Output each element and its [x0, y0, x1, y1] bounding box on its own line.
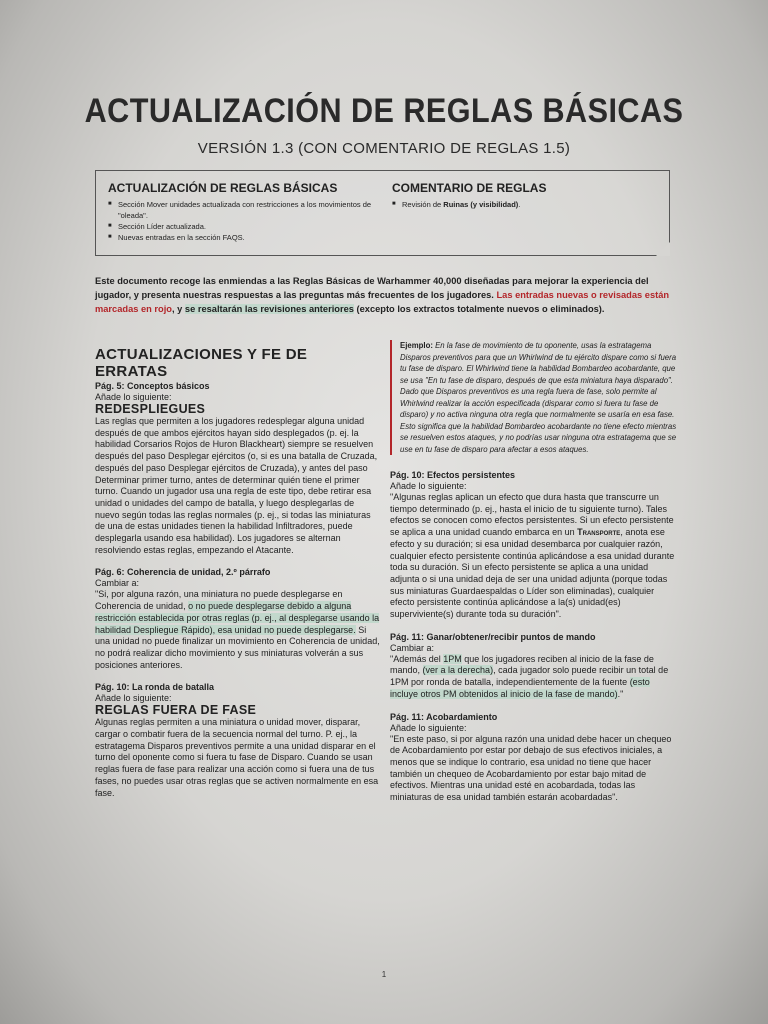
entry-heading: Pág. 11: Ganar/obtener/recibir puntos de mando: [390, 631, 596, 642]
entry-heading: Pág. 10: Efectos persistentes: [390, 470, 516, 480]
example-label: Ejemplo:: [400, 341, 433, 350]
summary-left-column: [108, 181, 378, 243]
summary-right-list: [392, 199, 652, 210]
summary-left-list: [108, 199, 378, 243]
intro-paragraph: [95, 274, 670, 316]
rule-text-part: , cada jugador solo puede recibir un total de 1PM por ronda de batalla, independientemente de la fuente: [390, 665, 669, 688]
version-subtitle: VERSIÓN 1.3 (CON COMENTARIO DE REGLAS 1.5): [197, 140, 571, 157]
entry-heading: Pág. 5: Conceptos básicos: [95, 381, 210, 391]
list-item-suffix: .: [518, 200, 521, 209]
intro-text-1: Este documento recoge las enmiendas a las Reglas Básicas de Warhammer 40,000 diseñadas para mejorar la experiencia del jugador, y presenta nuestras respuestas a las preguntas más frecuentes de los jugadores.: [95, 276, 649, 300]
rule-text: "En este paso, si por alguna razón una unidad debe hacer un chequeo de Acobardamiento por estar por debajo de sus efectivos iniciales, a menos que se indique lo contrario, esa unidad no tiene que hacer también un chequeo de Acobardamiento por estar bajo mitad de efectivos. Mientras una unidad esté en acobardada, todas las miniaturas de esa unidad también estarán acobardadas".: [390, 733, 672, 803]
entry-heading: Pág. 6: Coherencia de unidad, 2.º párrafo: [95, 567, 271, 578]
list-item-bold: Ruinas (y visibilidad): [443, 200, 519, 209]
entry-instruction: Añade lo siguiente:: [390, 722, 467, 733]
box-cut-corner: [656, 242, 670, 256]
rule-text: Algunas reglas permiten a una miniatura o unidad mover, disparar, cargar o combatir fuera de la secuencia normal del turno. P. ej., la estratagema Disparos preventivos permite a una unidad disparar en el turno del oponente como si fuera tu fase de Disparo. Cuando se usan reglas fuera de fase para realizar una acción como si fuera una de tus fases, no puedes usar otras reglas que se activen normalmente en esa fase.: [95, 717, 379, 798]
page-title: ACTUALIZACIÓN DE REGLAS BÁSICAS: [84, 92, 684, 130]
intro-text-2: , y: [172, 304, 185, 314]
intro-highlight-text: se resaltarán las revisiones anteriores: [184, 304, 354, 314]
page-number: 1: [381, 970, 387, 979]
rule-text-part: "Algunas reglas aplican un efecto que dura hasta que transcurre un tiempo determinado (p. ej., hasta el inicio de tu siguiente turno). Tales efectos se conocen como efectos persistentes. Si un efecto persistente se aplica a una unidad cuando embarca en un: [390, 492, 674, 538]
rule-text-part: .": [617, 688, 624, 699]
right-column: [390, 340, 678, 804]
example-box: [390, 340, 678, 455]
rule-text-part: , anota ese efecto y su duración; si esa unidad desembarca por cualquier razón, cualquier efecto persistente continúa aplicándose a esa unidad durante toda su duración. Si un efecto persistente se aplica a una unidad adjunta o si una unidad deja de ser una unidad adjunta (porque todas sus miniaturas Guardaespaldas o Líder son eliminadas), cualquier efecto persistente continúa aplicándose a la(s) unidad(es) superviviente(s) durante toda su duración".: [390, 527, 675, 620]
summary-left-title: ACTUALIZACIÓN DE REGLAS BÁSICAS: [108, 181, 338, 195]
intro-text-3: (excepto los extractos totalmente nuevos o eliminados).: [353, 304, 605, 314]
entry-heading: Pág. 11: Acobardamiento: [390, 711, 498, 722]
example-text: En la fase de movimiento de tu oponente, usas la estratagema Disparos preventivos para que un Whirlwind de tu ejército dispare como si fuera tu fase de disparo. El Whirlwind tiene la habilidad Bombardeo acobardante, que se usa "En tu fase de disparo, después de que esta miniatura haya disparado". Dado que Disparos preventivos es una regla fuera de fase, solo permite al Whirlwind realizar la acción especificada (disparar como si fuera tu fase de disparo) y no activa ninguna otra regla que normalmente se usaría en esa fase. Esto significa que la habilidad Bombardeo acobardante no tiene efecto mientras se resuelven estos ataques, y no podrías usar ninguna otra estratagema que se use en tu fase de disparo para afectar a esos ataques.: [400, 341, 677, 454]
changes-summary-box: [95, 170, 670, 256]
rule-text-highlight: (esto incluye otros PM obtenidos al inicio de la fase de mando): [390, 677, 650, 699]
rule-text: Las reglas que permiten a los jugadores redesplegar alguna unidad después de que ambos ejércitos hayan sido desplegados (p. ej. la habilidad Corsarios Rojos de Huron Blackheart) siempre se resuelven después del paso Desplegar ejércitos (o, si es una batalla de Cruzada, después del paso Desplegar ejércitos de Cruzada), y antes del paso Determinar primer turno, antes de determinar quién tiene el primer turno. Cuando un jugador usa una regla de este tipo, debe retirar esa unidad o unidades del campo de batalla, y luego desplegarlas de nuevo según todas las reglas normales (p. ej., si todas las miniaturas de una de estas unidades tienen la habilidad Infiltradores, puede desplegarla usando esa habilidad). Los jugadores se alternan resolviendo estas reglas, empezando el Atacante.: [95, 416, 378, 555]
keyword-transporte: Transporte: [577, 527, 621, 538]
rule-text: [95, 589, 380, 671]
rule-text-part: "Además del: [390, 653, 444, 664]
summary-right-title: COMENTARIO DE REGLAS: [392, 181, 547, 195]
entry-instruction: Cambiar a:: [390, 642, 435, 653]
list-item-prefix: Revisión de: [402, 200, 444, 209]
list-item: ■ Nuevas entradas en la sección FAQS.: [108, 232, 378, 243]
rule-text-part: Si una unidad no puede finalizar un movimiento en Coherencia de unidad, no podrá realizar dicho movimiento y sus miniaturas volverán a sus posiciones anteriores.: [95, 624, 380, 670]
entry-instruction: Añade lo siguiente:: [95, 392, 172, 402]
summary-right-column: [392, 181, 652, 210]
rule-text-highlight: (ver a la derecha): [422, 665, 494, 676]
section-title: ACTUALIZACIONES Y FE DE ERRATAS: [95, 346, 308, 380]
rule-text-part: "Si, por alguna razón, una miniatura no puede desplegarse en Coherencia de unidad,: [95, 589, 343, 612]
entry-heading: Pág. 10: La ronda de batalla: [95, 682, 215, 693]
rule-heading: REDESPLIEGUES: [95, 402, 206, 416]
rule-text-part: que los jugadores reciben al inicio de la fase de mando,: [390, 653, 654, 676]
entry-instruction: Cambiar a:: [95, 578, 140, 589]
intro-red-text: Las entradas nuevas o revisadas están marcadas en rojo: [95, 290, 670, 314]
list-item: ■ Sección Mover unidades actualizada con restricciones a los movimientos de "oleada".: [108, 199, 378, 221]
rule-text-highlight: o no puede desplegarse debido a alguna restricción establecida por otras reglas (p. ej., al desplegarse usando la habilidad Despliegue Rápido), esa unidad no puede desplegarse.: [95, 601, 380, 635]
rule-heading: REGLAS FUERA DE FASE: [95, 703, 257, 718]
left-column: [95, 346, 380, 799]
rule-text: [390, 654, 678, 701]
list-item: [392, 199, 652, 210]
rule-text-highlight: 1PM: [443, 653, 462, 664]
entry-instruction: Añade lo siguiente:: [95, 693, 172, 704]
list-item: ■ Sección Líder actualizada.: [108, 221, 378, 232]
entry-instruction: Añade lo siguiente:: [390, 481, 467, 491]
rule-text: [390, 492, 678, 621]
